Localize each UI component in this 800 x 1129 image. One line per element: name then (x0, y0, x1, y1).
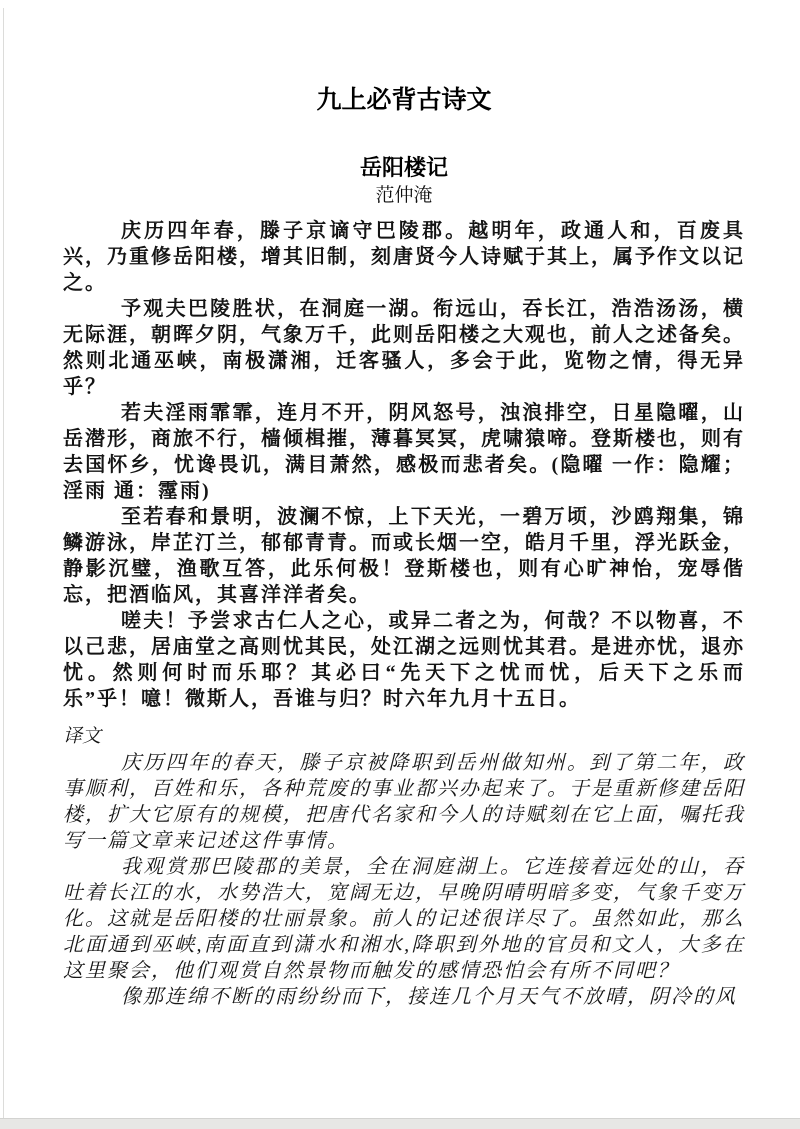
poem-paragraph-5: 嗟夫！予尝求古仁人之心，或异二者之为，何哉？不以物喜，不以己悲，居庙堂之高则忧其民，处江湖之远则忧其君。是进亦忧，退亦忧。然则何时而乐耶？其必曰“先天下之忧而忧，后天下之乐而乐”乎！噫！微斯人，吾谁与归？时六年九月十五日。 (63, 610, 745, 710)
translation-paragraph-1: 庆历四年的春天，滕子京被降职到岳州做知州。到了第二年，政事顺利，百姓和乐，各种荒废的事业都兴办起来了。于是重新修建岳阳楼，扩大它原有的规模，把唐代名家和今人的诗赋刻在它上面，嘱托我写一篇文章来记述这件事情。 (63, 752, 745, 852)
translation-label: 译文 (63, 726, 102, 747)
translation-section (63, 724, 745, 1010)
poem-paragraph-3: 若夫淫雨霏霏，连月不开，阴风怒号，浊浪排空，日星隐曜，山岳潜形，商旅不行，樯倾楫摧，薄暮冥冥，虎啸猿啼。登斯楼也，则有去国怀乡，忧谗畏讥，满目萧然，感极而悲者矣。(隐曜 一作：隐耀；淫雨 通：霪雨) (63, 402, 745, 502)
poem-paragraph-2: 予观夫巴陵胜状，在洞庭一湖。衔远山，吞长江，浩浩汤汤，横无际涯，朝晖夕阴，气象万千，此则岳阳楼之大观也，前人之述备矣。然则北通巫峡，南极潇湘，迁客骚人，多会于此，览物之情，得无异乎？ (63, 298, 745, 398)
poem-author: 范仲淹 (375, 185, 433, 206)
scan-bottom-edge (0, 1118, 800, 1129)
poem-title: 岳阳楼记 (359, 155, 448, 180)
poem-paragraph-1: 庆历四年春，滕子京谪守巴陵郡。越明年，政通人和，百废具兴，乃重修岳阳楼，增其旧制，刻唐贤今人诗赋于其上，属予作文以记之。 (63, 220, 745, 294)
page-title: 九上必背古诗文 (316, 86, 492, 114)
poem-paragraph-4: 至若春和景明，波澜不惊，上下天光，一碧万顷，沙鸥翔集，锦鳞游泳，岸芷汀兰，郁郁青青。而或长烟一空，皓月千里，浮光跃金，静影沉璧，渔歌互答，此乐何极！登斯楼也，则有心旷神怡，宠辱偕忘，把酒临风，其喜洋洋者矣。 (63, 506, 745, 606)
translation-paragraph-3: 像那连绵不断的雨纷纷而下，接连几个月天气不放晴，阴冷的风 (121, 986, 737, 1008)
translation-paragraph-2: 我观赏那巴陵郡的美景，全在洞庭湖上。它连接着远处的山，吞吐着长江的水，水势浩大，宽阔无边，早晚阴晴明暗多变，气象千变万化。这就是岳阳楼的壮丽景象。前人的记述很详尽了。虽然如此，那么北面通到巫峡,南面直到潇水和湘水,降职到外地的官员和文人，大多在这里聚会，他们观赏自然景物而触发的感情恐怕会有所不同吧？ (63, 856, 745, 982)
poem-original-text (63, 218, 745, 712)
